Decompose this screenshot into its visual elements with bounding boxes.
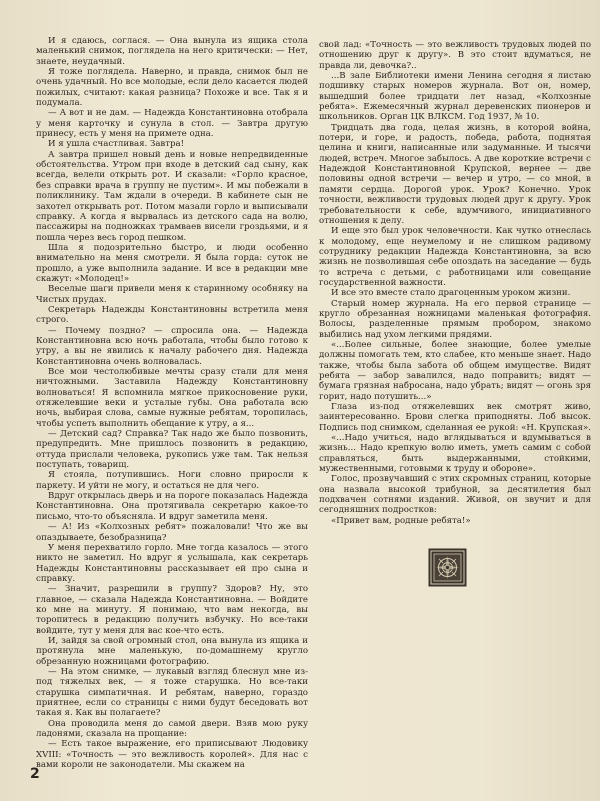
paragraph: И я ушла счастливая. Завтра!	[48, 139, 185, 150]
paragraph: У меня перехватило горло. Мне тогда казалось — этого никто не заметил. Но вдруг я услышала, как секретарь Надежды Константиновны рассказывает ей про сына и справку.	[36, 542, 308, 584]
paragraph: Вдруг открылась дверь и на пороге показалась Надежда Константиновна. Она протягивала секретарю какое-то письмо, что-то объясняла. И вдруг заметила меня.	[36, 491, 308, 522]
paragraph: Все мои честолюбивые мечты сразу стали для меня ничтожными. Заставила Надежду Константиновну волноваться! Я вспомнила мягкое прикосновение руки, отяжелевшие веки и усталые губы. Она работала всю ночь, выбирая слова, самые нужные ребятам, торопилась, чтобы успеть выполнить обещание к утру, а я...	[36, 367, 308, 429]
paragraph: И, зайдя за свой огромный стол, она вынула из ящика и протянула мне маленькую, по-домашнему кругло обрезанную ножницами фотографию.	[36, 635, 308, 667]
paragraph: Я стояла, потупившись. Ноги словно приросли к паркету. И уйти не могу, и остаться не для чего.	[36, 470, 308, 491]
paragraph: Глаза из-под отяжелевших век смотрят живо, заинтересованно. Брови слегка приподняты. Лоб высок. Подпись под снимком, сделанная ее рукой: «Н. Крупская».	[319, 402, 591, 433]
paragraph: — Почему поздно? — спросила она. — Надежда Константиновна всю ночь работала, чтобы было готово к утру, а вы не явились к началу рабочего дня. Надежда Константиновна очень волновалась.	[36, 325, 308, 367]
paragraph: А завтра пришел новый день и новые непредвиденные обстоятельства. Утром при входе в детский сад сыну, как всегда, велели открыть рот. И сказали: «Горло красное, без справки врача в группу не пустим». И мы побежали в поликлинику. Там ждали в очереди. В кабинете сын не захотел открывать рот. Потом мазали горло и выписывали справку. А когда я вырвалась из детского сада на волю, пассажиры на подножках трамваев висели гроздьями, и я пошла через весь город пешком.	[36, 149, 308, 243]
paragraph: Секретарь Надежды Константиновны встретила меня строго.	[36, 304, 308, 326]
decorative-ornament-icon	[428, 548, 467, 587]
paragraph: «...Надо учиться, надо вглядываться и вдумываться в жизнь... Надо крепкую волю иметь, уметь самим с собой справляться, быть выдержанными, стойкими, мужественными, готовыми к труду и обороне».	[319, 433, 591, 475]
paragraph: — Детский сад? Справка? Так надо же было позвонить, предупредить. Мне пришлось позвонить в редакцию, оттуда прислали человека, рукопись уже там. Так нельзя поступать, товарищ.	[36, 429, 308, 471]
page-number: 2	[30, 766, 40, 782]
paragraph: Шла я подозрительно быстро, и люди особенно внимательно на меня смотрели. Я была горда: суток не прошло, а уже выполнила задание. И все в редакции мне скажут: «Молодец!»	[36, 242, 308, 284]
paragraph: — На этом снимке, — лукавый взгляд блеснул мне из-под тяжелых век, — я тоже старушка. Но все-таки старушка симпатичная. И ребятам, наверно, гораздо приятнее, если со страницы с ними будут беседовать вот такая я. Как вы полагаете?	[36, 666, 308, 719]
paragraph: ...В зале Библиотеки имени Ленина сегодня я листаю подшивку старых номеров журнала. Вот он, номер, вышедший более тридцати лет назад, «Колхозные ребята». Ежемесячный журнал деревенских пионеров и школьников. Орган ЦК ВЛКСМ. Год 1937, № 10.	[319, 71, 591, 123]
paragraph: Голос, прозвучавший с этих скромных страниц, которые она назвала высокой трибуной, за десятилетия был подхвачен сотнями изданий. Живой, он звучит и для сегодняшних подростков:	[319, 474, 591, 516]
paragraph: И я сдаюсь, соглася. — Она вынула из ящика стола маленький снимок, поглядела на него критически: — Нет, знаете, неудачный.	[36, 36, 308, 67]
paragraph: свой лад: «Точность — это вежливость трудовых людей по отношению друг к другу». В это стоит вдуматься, не правда ли, девочка?..	[319, 40, 591, 71]
right-text-column	[319, 40, 591, 526]
paragraph: Веселые шаги привели меня к старинному особняку на Чистых прудах.	[36, 284, 308, 305]
paragraph: «...Более сильные, более знающие, более умелые должны помогать тем, кто слабее, кто меньше знает. Надо также, чтобы была забота об общем имуществе. Видят ребята — забор завалился, надо поправить; видят — бумага грязная набросана, надо убрать; видят — огонь зря горит, надо потушить...»	[319, 339, 591, 402]
paragraph: — А! Из «Колхозных ребят» пожаловали! Что же вы опаздываете, безобразница?	[36, 522, 308, 543]
left-text-column	[36, 36, 308, 770]
paragraph: Тридцать два года, целая жизнь, в которой война, потери, и горе, и радость, победа, работа, поднятая целина и книги, написанные или задуманные. И тысячи людей, встреч. Многое забылось. А две короткие встречи с Надеждой Константиновной Крупской, вернее — две половины одной встречи — вечер и утро, — со мной, в памяти сердца. Дорогой урок. Урок? Конечно. Урок точности, вежливости трудовых людей друг к другу. Урок требовательности к себе, вдумчивого, инициативного отношения к делу.	[319, 122, 591, 226]
paragraph: Она проводила меня до самой двери. Взяв мою руку ладонями, сказала на прощание:	[36, 718, 308, 740]
paragraph: И все это вместе стало драгоценным уроком жизни.	[331, 288, 571, 299]
paragraph: «Привет вам, родные ребята!»	[331, 515, 471, 526]
paragraph: Старый номер журнала. На его первой странице — кругло обрезанная ножницами маленькая фотография. Волосы, разделенные прямым пробором, знакомо выбились над ухом легкими прядями.	[319, 298, 591, 340]
paragraph: — А вот и не дам. — Надежда Константиновна отобрала у меня карточку и сунула в стол. — Завтра другую принесу, есть у меня на примете одна.	[36, 108, 308, 140]
paragraph: И еще это был урок человечности. Как чутко отнеслась к молодому, еще неумелому и не слишком радивому сотруднику редакции Надежда Константиновна, за всю жизнь не позволившая себе опоздать на заседание — будь то встреча с детьми, с работницами или совещание государственной важности.	[319, 226, 591, 288]
paragraph: Я тоже поглядела. Наверно, и правда, снимок был не очень удачный. Но все молодые, если дело касается людей пожилых, считают: какая разница? Похоже и все. Так я и подумала.	[36, 67, 308, 109]
paragraph: — Значит, разрешили в группу? Здоров? Ну, это главное, — сказала Надежда Константиновна. — Войдите ко мне на минуту. Я понимаю, что вам некогда, вы торопитесь в редакцию получить взбучку. Но все-таки войдите, тут у меня для вас кое-что есть.	[36, 584, 308, 636]
paragraph: — Есть такое выражение, его приписывают Людовику XVIII: «Точность — это вежливость королей». Для нас с вами короли не законодатели. Мы скажем на	[36, 739, 308, 771]
